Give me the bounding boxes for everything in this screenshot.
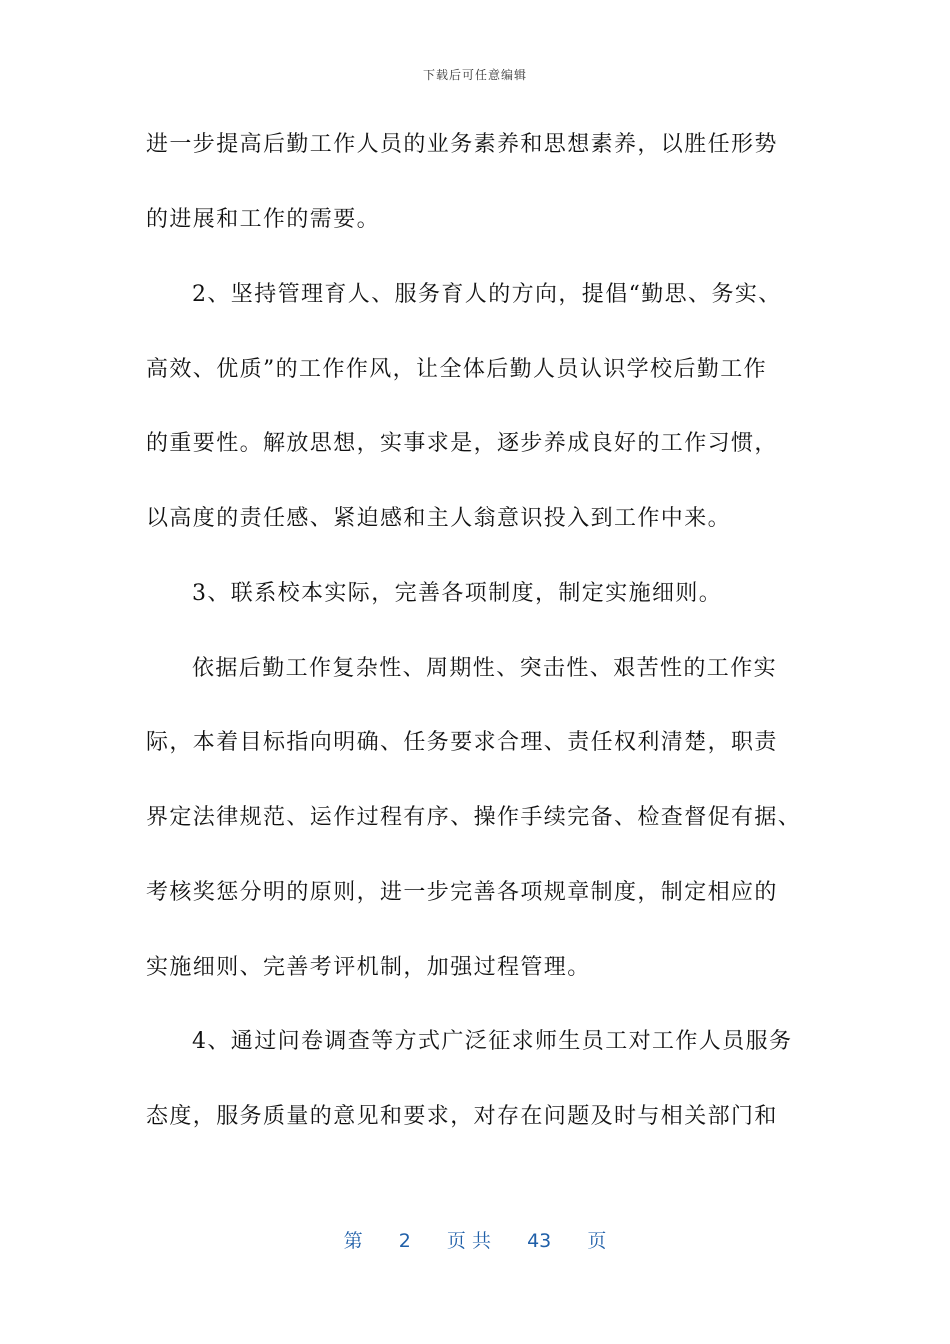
text-line: 2、坚持管理育人、服务育人的方向，提倡“勤思、务实、 — [192, 282, 782, 307]
page-footer — [0, 1226, 950, 1253]
footer-prefix: 第 — [343, 1230, 363, 1252]
header-note: 下载后可任意编辑 — [422, 68, 527, 82]
footer-page-number: 2 — [398, 1230, 411, 1252]
text-line: 4、通过问卷调查等方式广泛征求师生员工对工作人员服务 — [192, 1029, 793, 1054]
text-line: 高效、优质”的工作作风，让全体后勤人员认识学校后勤工作 — [146, 357, 768, 382]
text-line: 依据后勤工作复杂性、周期性、突击性、艰苦性的工作实 — [192, 656, 778, 681]
text-line: 际，本着目标指向明确、任务要求合理、责任权利清楚，职责 — [146, 730, 778, 755]
text-line: 实施细则、完善考评机制，加强过程管理。 — [146, 955, 591, 980]
footer-middle: 页 共 — [446, 1230, 491, 1252]
text-line: 的进展和工作的需要。 — [146, 207, 381, 232]
text-line: 态度，服务质量的意见和要求，对存在问题及时与相关部门和 — [146, 1104, 778, 1129]
footer-suffix: 页 — [587, 1230, 607, 1252]
text-line: 3、联系校本实际，完善各项制度，制定实施细则。 — [192, 581, 723, 606]
text-line: 的重要性。解放思想，实事求是，逐步养成良好的工作习惯， — [146, 431, 778, 456]
footer-total-pages: 43 — [527, 1230, 552, 1252]
text-line: 考核奖惩分明的原则，进一步完善各项规章制度，制定相应的 — [146, 880, 778, 905]
text-line: 界定法律规范、运作过程有序、操作手续完备、检查督促有据、 — [146, 805, 802, 830]
text-line: 进一步提高后勤工作人员的业务素养和思想素养，以胜任形势 — [146, 132, 778, 157]
text-line: 以高度的责任感、紧迫感和主人翁意识投入到工作中来。 — [146, 506, 732, 531]
